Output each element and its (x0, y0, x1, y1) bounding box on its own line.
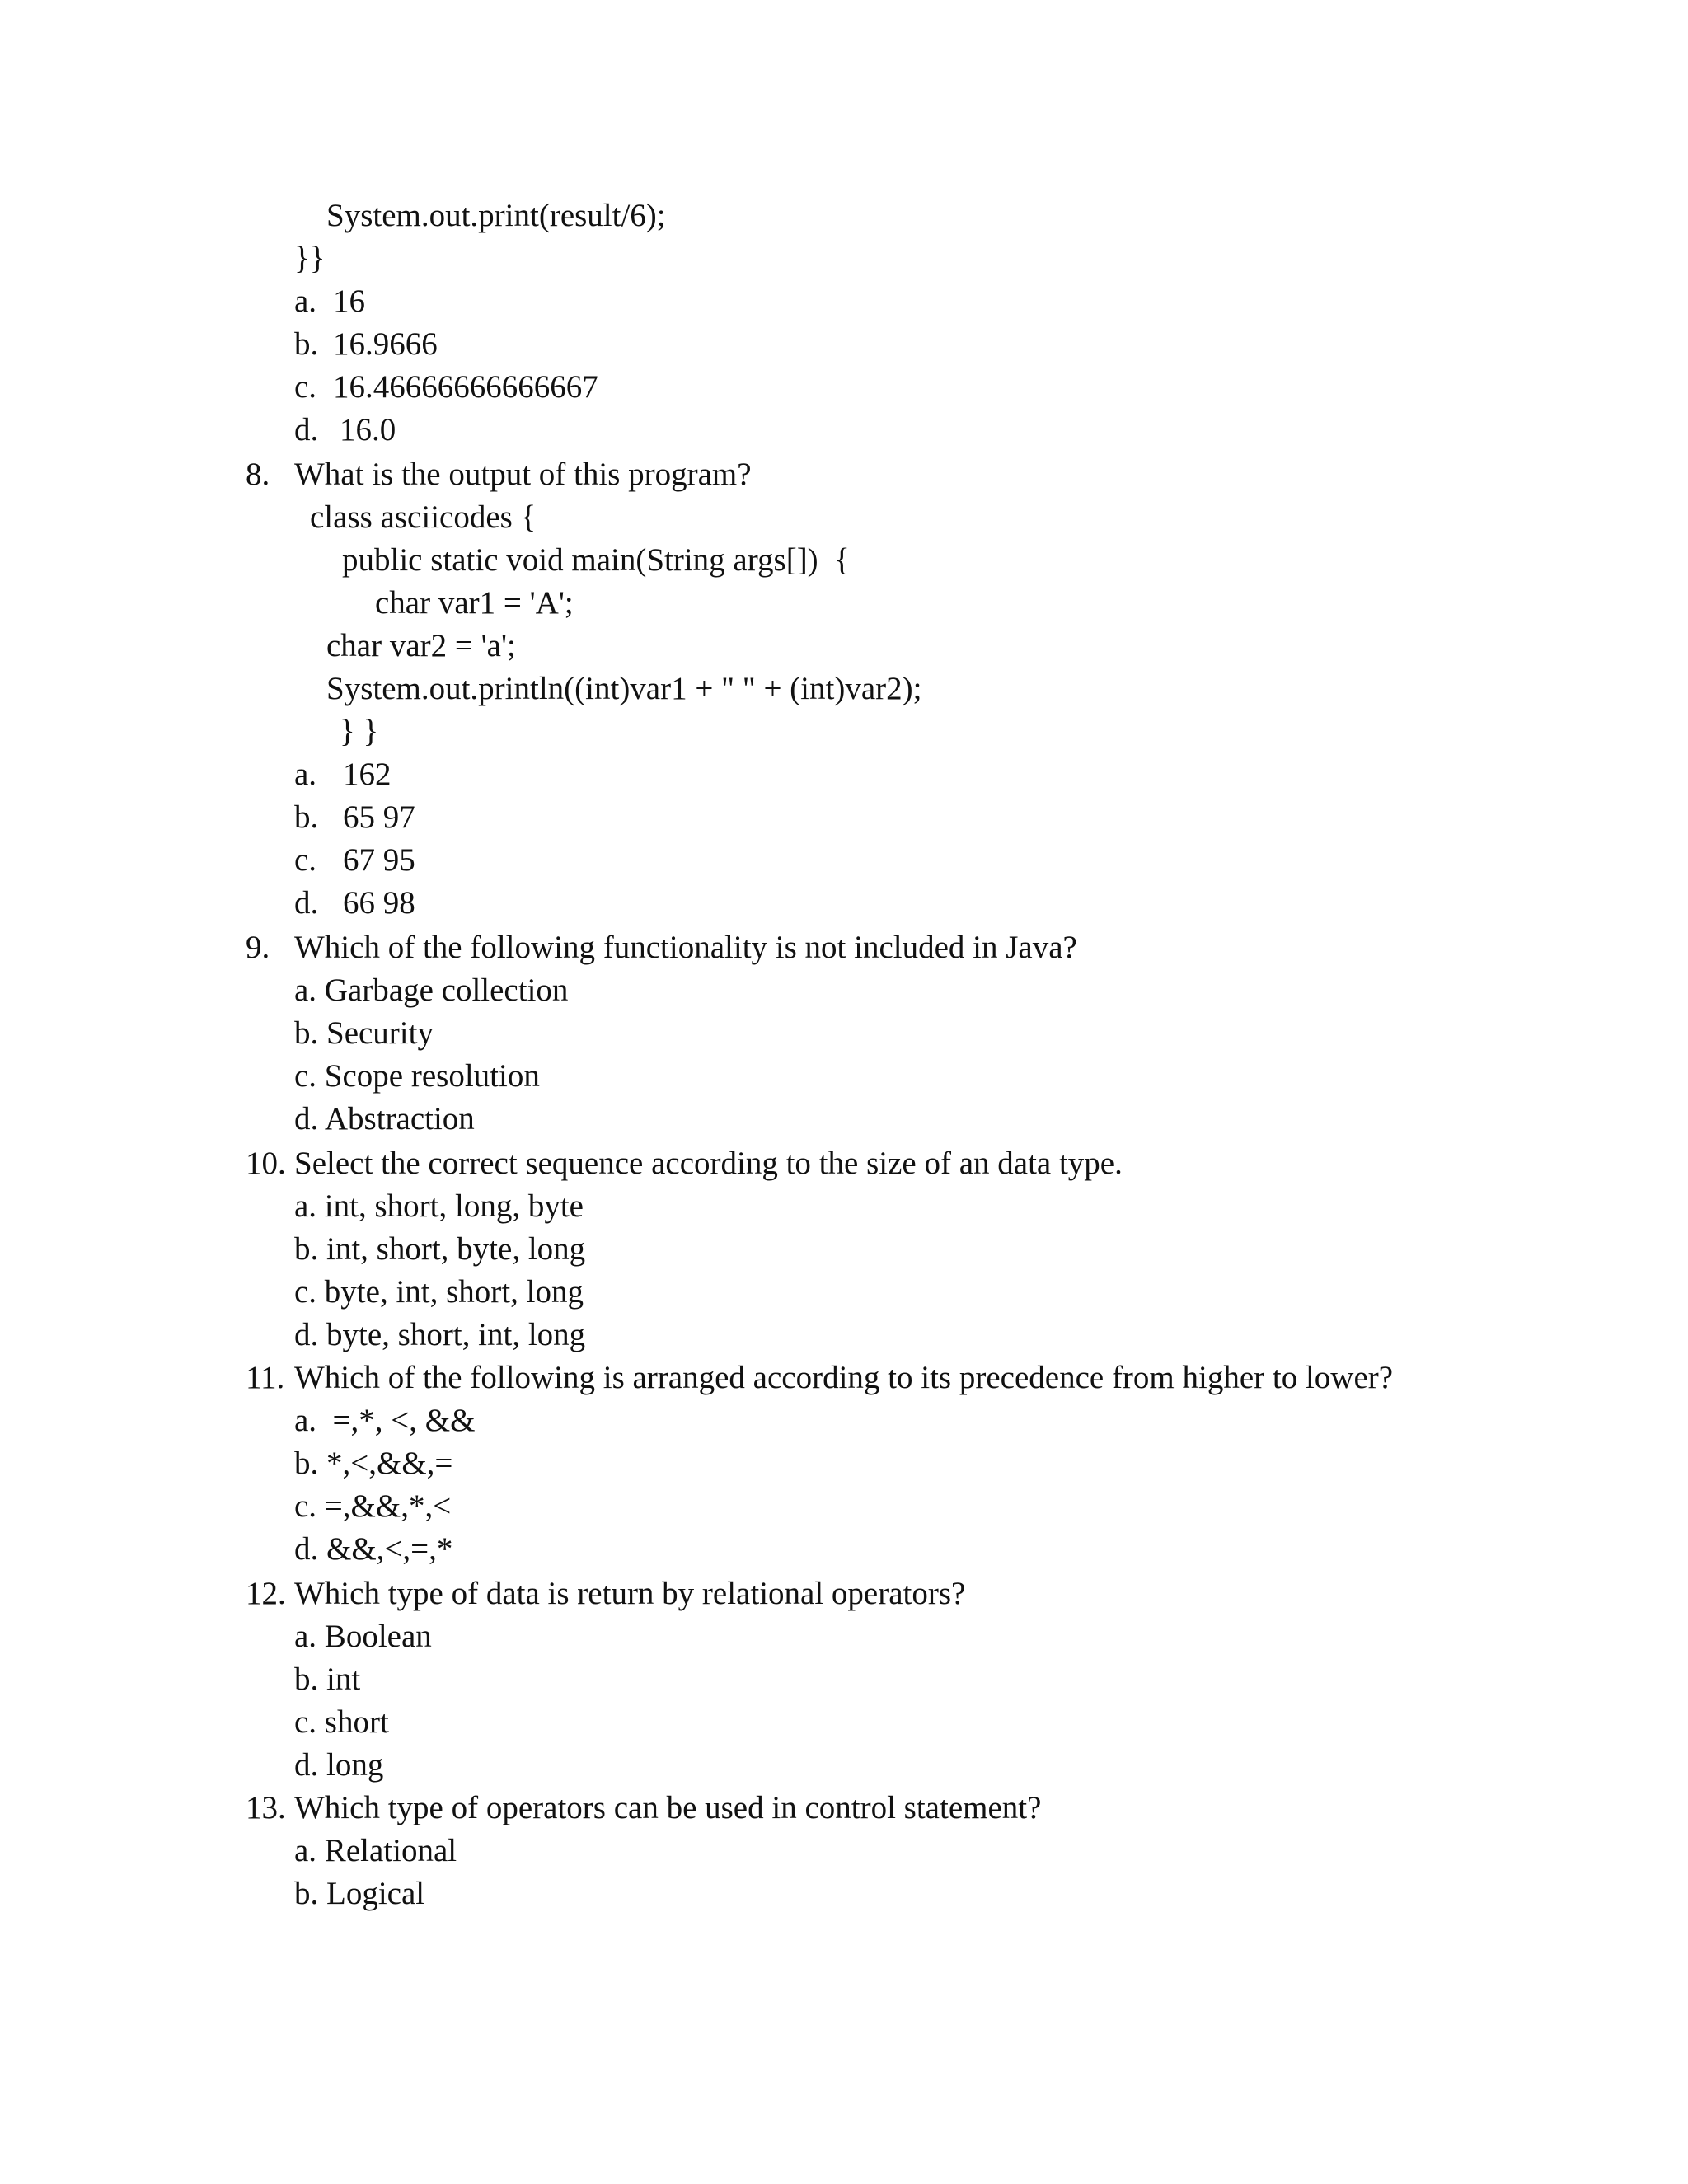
q10-option-b: b. int, short, byte, long (294, 1231, 586, 1267)
q8-option-d-letter: d. (294, 885, 319, 921)
q7-option-a-letter: a. (294, 284, 317, 319)
q12-option-c: c. short (294, 1704, 389, 1740)
q13-number: 13. (246, 1790, 286, 1825)
q7-option-c-text: 16.46666666666667 (333, 369, 598, 405)
q8-number: 8. (246, 457, 270, 492)
q13-question-text: Which type of operators can be used in control statement? (294, 1790, 1042, 1825)
q9-option-b: b. Security (294, 1015, 434, 1051)
q8-option-b-text: 65 97 (343, 799, 415, 835)
q8-option-a-text: 162 (343, 757, 392, 792)
q11-number: 11. (246, 1360, 285, 1395)
q8-code-line-5: System.out.println((int)var1 + " " + (int)var2); (326, 671, 922, 706)
q8-code-line-2: public static void main(String args[]) { (342, 542, 850, 578)
q11-option-a: a. =,*, <, && (294, 1403, 476, 1438)
q7-code-line-2: }} (294, 241, 326, 276)
q9-option-c: c. Scope resolution (294, 1058, 540, 1094)
q12-option-b: b. int (294, 1661, 361, 1697)
q8-option-a-letter: a. (294, 757, 317, 792)
q8-option-d-text: 66 98 (343, 885, 415, 921)
q9-option-d: d. Abstraction (294, 1101, 475, 1137)
q7-option-d-letter: d. (294, 412, 319, 448)
q12-option-d: d. long (294, 1747, 384, 1783)
q8-code-line-6: } } (340, 714, 379, 749)
q8-option-b-letter: b. (294, 799, 319, 835)
q7-code-line-1: System.out.print(result/6); (326, 198, 666, 233)
q7-option-b-letter: b. (294, 326, 319, 362)
q7-option-d-text: 16.0 (340, 412, 396, 448)
q10-number: 10. (246, 1146, 286, 1181)
q8-code-line-4: char var2 = 'a'; (326, 628, 516, 663)
q7-option-b-text: 16.9666 (333, 326, 438, 362)
q8-question-text: What is the output of this program? (294, 457, 752, 492)
q11-option-d: d. &&,<,=,* (294, 1531, 453, 1567)
q12-number: 12. (246, 1576, 286, 1611)
q11-option-c: c. =,&&,*,< (294, 1488, 452, 1524)
q7-option-c-letter: c. (294, 369, 317, 405)
q13-option-b: b. Logical (294, 1876, 425, 1911)
q11-option-b: b. *,<,&&,= (294, 1446, 453, 1481)
q8-code-line-1: class asciicodes { (310, 499, 537, 535)
q12-question-text: Which type of data is return by relational operators? (294, 1576, 966, 1611)
q9-question-text: Which of the following functionality is not included in Java? (294, 930, 1077, 965)
q10-option-d: d. byte, short, int, long (294, 1317, 586, 1352)
q7-option-a-text: 16 (333, 284, 365, 319)
q9-option-a: a. Garbage collection (294, 972, 569, 1008)
q10-option-c: c. byte, int, short, long (294, 1274, 584, 1310)
q12-option-a: a. Boolean (294, 1619, 432, 1654)
q10-question-text: Select the correct sequence according to the size of an data type. (294, 1146, 1123, 1181)
q8-option-c-letter: c. (294, 842, 317, 878)
q8-code-line-3: char var1 = 'A'; (375, 585, 574, 621)
q9-number: 9. (246, 930, 270, 965)
q13-option-a: a. Relational (294, 1833, 457, 1868)
q11-question-text: Which of the following is arranged according to its precedence from higher to lower? (294, 1360, 1394, 1395)
q8-option-c-text: 67 95 (343, 842, 415, 878)
q10-option-a: a. int, short, long, byte (294, 1188, 584, 1224)
